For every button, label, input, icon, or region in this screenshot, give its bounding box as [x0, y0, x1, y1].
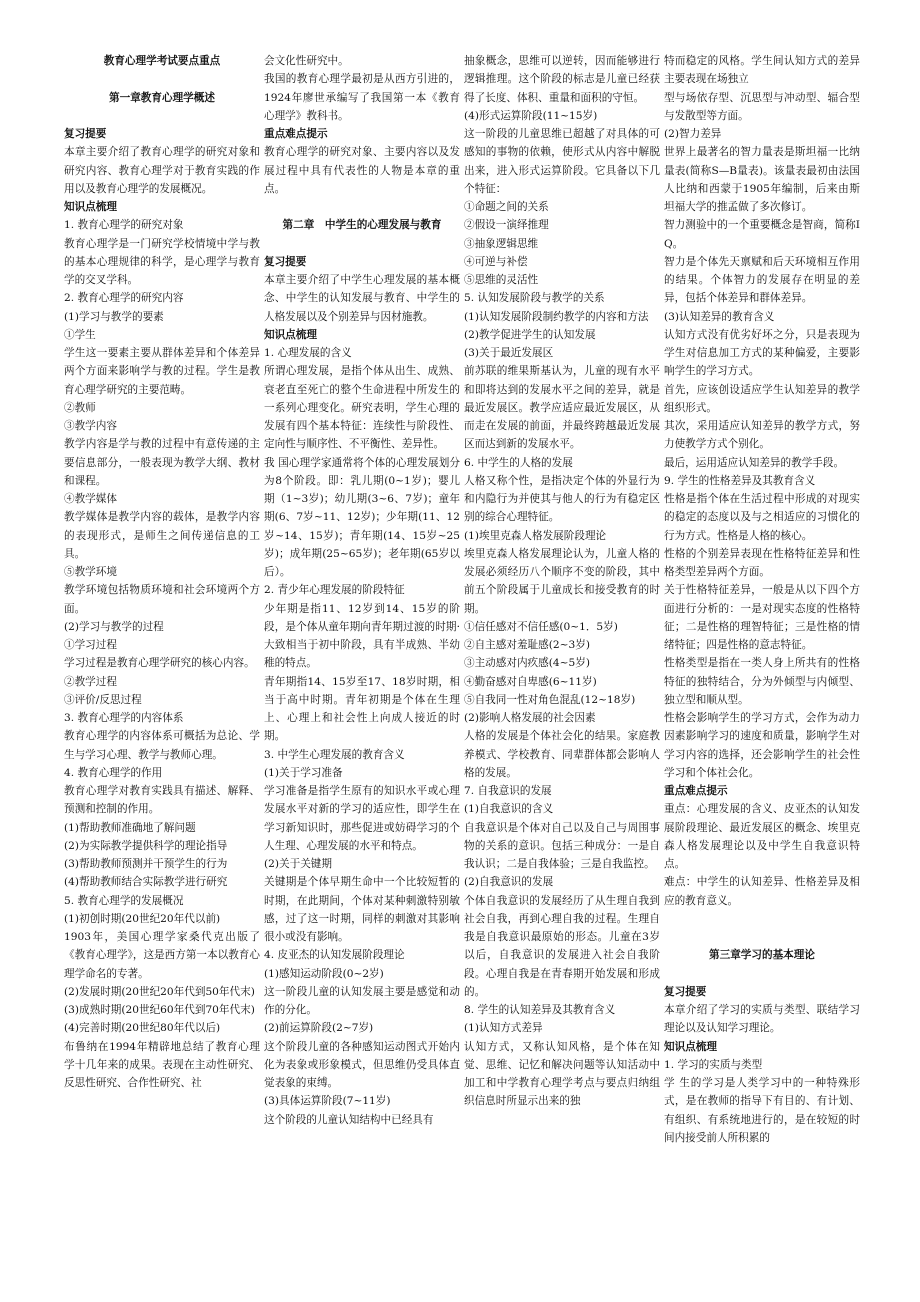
- paragraph: 9. 学生的性格差异及其教育含义: [664, 474, 816, 487]
- paragraph: 青年期指14、15岁至17、18岁时期，相当于高中时期。青年初期是个体在生理上、心理上和社会性上向成人接近的时期。: [264, 675, 460, 743]
- paragraph: 认知方式，又称认知风格，是个体在知觉、思维、记忆和解决问题等认知活动中加工和中学教育心理学考点与要点归纳组织信息时所显示出来的独: [464, 1040, 660, 1108]
- paragraph: ③主动感对内疚感(4~5岁): [464, 657, 590, 670]
- paragraph: (4)帮助教师结合实际教学进行研究: [64, 876, 228, 889]
- paragraph: 这个阶段的儿童认知结构中已经具有: [264, 1113, 434, 1126]
- paragraph: 8. 学生的认知差异及其教育含义: [464, 1004, 616, 1016]
- paragraph: (3)关于最近发展区: [464, 347, 554, 359]
- paragraph: 前苏联的维果斯基认为，儿童的现有水平和即将达到的发展水平之间的差异，就是最近发展区。教学应适应最近发展区，从而走在发展的前面，并最终跨越最近发展区而达到新的发展水平。: [464, 365, 660, 451]
- column-2: [264, 52, 464, 1292]
- paragraph: 抽象概念，思维可以逆转，因而能够进行逻辑推理。这个阶段的标志是儿童已经获得了长度、体积、重量和面积的守恒。: [464, 55, 660, 104]
- section-heading: 第三章学习的基本理论: [709, 949, 815, 962]
- paragraph: (1)埃里克森人格发展阶段理论: [464, 529, 607, 542]
- document-page: [64, 52, 864, 1292]
- column-1: [64, 52, 264, 1292]
- paragraph: (1)认知发展阶段制约教学的内容和方法: [464, 310, 649, 323]
- paragraph: 智力测验中的一个重要概念是智商，简称IQ。: [664, 219, 860, 250]
- paragraph: 7. 自我意识的发展: [464, 785, 552, 797]
- paragraph: 布鲁纳在1994年精辟地总结了教育心理学十几年来的成果。表现在主动性研究、反思性研究、合作性研究、社: [64, 1040, 260, 1089]
- paragraph: ①信任感对不信任感(0~1．5岁): [464, 620, 618, 633]
- paragraph: (1)帮助教师准确地了解问题: [64, 821, 196, 834]
- column-4: [664, 52, 864, 1292]
- paragraph: 难点：中学生的认知差异、性格差异及相应的教育意义。: [664, 876, 860, 907]
- paragraph: (3)具体运算阶段(7~11岁): [264, 1095, 391, 1108]
- paragraph: 学 生的学习是人类学习中的一种特殊形式，是在教师的指导下有目的、有计划、有组织、有系统地进行的，是在较短的时间内接受前人所积累的: [664, 1077, 860, 1144]
- blank-line: [664, 965, 860, 983]
- paragraph: 智力是个体先天禀赋和后天环境相互作用的结果。个体智力的发展存在明显的差异，包括个体差异和群体差异。: [664, 255, 860, 305]
- paragraph: 性格是指个体在生活过程中形成的对现实的稳定的态度以及与之相适应的习惯化的行为方式。性格是人格的核心。: [664, 493, 860, 542]
- paragraph: ①学习过程: [64, 639, 117, 651]
- paragraph: (2)发展时期(20世纪20年代到50年代末): [64, 985, 255, 998]
- paragraph: 5. 认知发展阶段与教学的关系: [464, 292, 605, 305]
- paragraph: (1)认知方式差异: [464, 1022, 543, 1035]
- paragraph: 最后，运用适应认知差异的教学手段。: [664, 456, 845, 469]
- paragraph: (2)影响人格发展的社会因素: [464, 712, 596, 724]
- paragraph: 我国的教育心理学最初是从西方引进的，1924年廖世承编写了我国第一本《教育心理学》教科书。: [264, 73, 460, 122]
- subsection-heading: 重点难点提示: [264, 128, 328, 140]
- paragraph: 4. 皮亚杰的认知发展阶段理论: [264, 949, 405, 962]
- paragraph: (3)帮助教师预测并干预学生的行为: [64, 858, 228, 870]
- subsection-heading: 知识点梳理: [64, 201, 117, 213]
- paragraph: (2)教学促进学生的认知发展: [464, 328, 596, 341]
- paragraph: 自我意识是个体对自己以及自己与周围事物的关系的意识。包括三种成分：一是自我认识；二是自我体验；三是自我监控。: [464, 821, 660, 870]
- blank-line: [264, 198, 460, 216]
- subsection-heading: 知识点梳理: [664, 1040, 717, 1053]
- paragraph: 教育心理学对教育实践具有描述、解释、预测和控制的作用。: [64, 785, 260, 816]
- paragraph: 教学环境包括物质环境和社会环境两个方面。: [64, 584, 260, 615]
- subsection-heading: 复习提要: [664, 985, 707, 998]
- paragraph: 少年期是指11、12岁到14、15岁的阶段，是个体从童年期向青年期过渡的时期·大致相当于初中阶段，具有半成熟、半幼稚的特点。: [264, 602, 460, 670]
- paragraph: ①命题之间的关系: [464, 201, 549, 213]
- paragraph: ③抽象逻辑思维: [464, 237, 539, 250]
- blank-line: [664, 928, 860, 946]
- paragraph: ④可逆与补偿: [464, 255, 528, 268]
- paragraph: 这一阶段儿童的认知发展主要是感觉和动作的分化。: [264, 985, 460, 1016]
- paragraph: 1. 教育心理学的研究对象: [64, 219, 184, 232]
- blank-line: [64, 70, 260, 88]
- paragraph: 个体自我意识的发展经历了从生理自我到社会自我，再到心理自我的过程。生理自我是自我意识最原始的形态。儿童在3岁以后，自我意识的发展进入社会自我阶段。心理自我是在青春期开始发展和形成的。: [464, 894, 660, 998]
- blank-line: [64, 107, 260, 125]
- paragraph: 首先，应该创设适应学生认知差异的教学组织形式。: [664, 383, 860, 414]
- paragraph: 这个阶段儿童的各种感知运动图式开始内化为表象或形象模式，但思维仍受具体直觉表象的束缚。: [264, 1040, 460, 1089]
- paragraph: 学习准备是指学生原有的知识水平或心理发展水平对新的学习的适应性，即学生在学习新知识时，那些促进或妨碍学习的个人生理、心理发展的水平和特点。: [264, 785, 460, 852]
- paragraph: ②教师: [64, 401, 96, 414]
- paragraph: 学生这一要素主要从群体差异和个体差异两个方面来影响学与教的过程。学生是教育心理学研究的主要范畴。: [64, 347, 260, 396]
- paragraph: 人格的发展是个体社会化的结果。家庭教养模式、学校教育、同辈群体都会影响人格的发展。: [464, 730, 660, 779]
- paragraph: 本章主要介绍了中学生心理发展的基本概念、中学生的认知发展与教育、中学生的人格发展以及个别差异与因材施教。: [264, 274, 460, 323]
- paragraph: 性格的个别差异表现在性格特征差异和性格类型差异两个方面。: [664, 547, 860, 578]
- paragraph: 1. 心理发展的含义: [264, 347, 352, 359]
- paragraph: 性格类型是指在一类人身上所共有的性格特征的独特结合，分为外倾型与内倾型、独立型和顺从型。: [664, 657, 860, 706]
- paragraph: (1)初创时期(20世纪20年代以前): [64, 912, 221, 925]
- paragraph: ⑤自我同一性对角色混乱(12~18岁): [464, 693, 636, 706]
- paragraph: 会文化性研究中。: [264, 55, 349, 67]
- paragraph: 其次，采用适应认知差异的教学方式，努力使教学方式个别化。: [664, 420, 860, 451]
- paragraph: (1)关于学习准备: [264, 766, 343, 779]
- blank-line: [264, 235, 460, 253]
- subsection-heading: 知识点梳理: [264, 328, 317, 341]
- section-heading: 教育心理学考试要点重点: [103, 55, 221, 67]
- paragraph: 3. 中学生心理发展的教育含义: [264, 748, 405, 761]
- section-heading: 第二章 中学生的心理发展与教育: [282, 219, 442, 232]
- paragraph: (3)认知差异的教育含义: [664, 310, 775, 323]
- paragraph: 学习过程是教育心理学研究的核心内容。: [64, 657, 255, 670]
- paragraph: ④教学媒体: [64, 493, 117, 505]
- paragraph: 关于性格特征差异，一般是从以下四个方面进行分析的：一是对现实态度的性格特征；二是性格的理智特征；三是性格的情绪特征；四是性格的意志特征。: [664, 584, 860, 651]
- paragraph: ②假设一演绎推理: [464, 219, 549, 232]
- paragraph: 1. 学习的实质与类型: [664, 1058, 763, 1071]
- paragraph: ②自主感对羞耻感(2~3岁): [464, 639, 590, 651]
- paragraph: (4)形式运算阶段(11~15岁): [464, 109, 598, 122]
- paragraph: (1)学习与教学的要素: [64, 310, 164, 323]
- paragraph: ②教学过程: [64, 675, 117, 688]
- paragraph: 3. 教育心理学的内容体系: [64, 712, 184, 724]
- paragraph: 这一阶段的儿童思维已超越了对具体的可感知的事物的依赖，使形式从内容中解脱出来，进入形式运算阶段。它具备以下几个特征：: [464, 128, 660, 195]
- paragraph: 6. 中学生的人格的发展: [464, 456, 573, 469]
- blank-line: [664, 910, 860, 928]
- paragraph: 我 国心理学家通常将个体的心理发展划分为8个阶段。即：乳儿期(0~1岁)；婴儿期（1~3岁)；幼儿期(3~6、7岁)；童年期(6、7岁~11、12岁)；少年期(11、12岁~14、15岁)；青年期(14、15岁~25岁)；成年期(25~65岁)；老年期(65岁以后）。: [264, 456, 460, 578]
- paragraph: 2. 青少年心理发展的阶段特征: [264, 584, 405, 597]
- paragraph: (3)成熟时期(20世纪60年代到70年代末): [64, 1004, 255, 1016]
- subsection-heading: 重点难点提示: [664, 785, 728, 797]
- paragraph: 教学内容是学与教的过程中有意传递的主要信息部分，一般表现为教学大纲、教材和课程。: [64, 438, 260, 487]
- paragraph: 教学媒体是教学内容的载体，是教学内容的表现形式，是师生之间传递信息的工具。: [64, 511, 260, 560]
- paragraph: ④勤奋感对自卑感(6~11岁): [464, 675, 597, 688]
- paragraph: 教育心理学是一门研究学校情境中学与教的基本心理规律的科学，是心理学与教育学的交叉学科。: [64, 237, 260, 286]
- paragraph: 人格又称个性，是指决定个体的外显行为和内隐行为并使其与他人的行为有稳定区别的综合心理特征。: [464, 474, 660, 524]
- paragraph: 埃里克森人格发展理论认为，儿童人格的发展必须经历八个顺序不变的阶段，其中前五个阶段属于儿童成长和接受教育的时期。: [464, 547, 660, 615]
- paragraph: 1903年，美国心理学家桑代克出版了《教育心理学》，这是西方第一本以教育心理学命名的专著。: [64, 931, 260, 980]
- paragraph: (4)完善时期(20世纪80年代以后): [64, 1022, 221, 1035]
- paragraph: ③教学内容: [64, 420, 117, 432]
- paragraph: 型与场依存型、沉思型与冲动型、辐合型与发散型等方面。: [664, 91, 860, 122]
- paragraph: (2)为实际教学提供科学的理论指导: [64, 839, 228, 852]
- paragraph: ①学生: [64, 328, 96, 341]
- paragraph: (2)学习与教学的过程: [64, 620, 164, 633]
- paragraph: 关键期是个体早期生命中一个比较短暂的时期，在此期间，个体对某种刺激特别敏感，过了这一时期，同样的刺激对其影响很小或没有影响。: [264, 876, 460, 943]
- paragraph: 世界上最著名的智力量表是斯坦福一比纳量表(简称S—B量表)。该量表最初由法国人比纳和西蒙于1905年编制，后来由斯坦福大学的推孟做了多次修订。: [664, 146, 860, 213]
- paragraph: 认知方式没有优劣好坏之分，只是表现为学生对信息加工方式的某种偏爱，主要影响学生的学习方式。: [664, 328, 860, 378]
- paragraph: ⑤思维的灵活性: [464, 274, 539, 286]
- paragraph: 所谓心理发展，是指个体从出生、成熟、衰老直至死亡的整个生命进程中所发生的一系列心理变化。研究表明，学生心理的发展有四个基本特征：连续性与阶段性、定向性与顺序性、不平衡性、差异性。: [264, 365, 460, 451]
- paragraph: (2)自我意识的发展: [464, 876, 554, 889]
- subsection-heading: 复习提要: [64, 128, 107, 140]
- paragraph: ③评价/反思过程: [64, 693, 142, 706]
- paragraph: 教育心理学的研究对象、主要内容以及发展过程中具有代表性的人物是本章的重点。: [264, 146, 460, 195]
- paragraph: (2)智力差异: [664, 128, 722, 140]
- paragraph: 4. 教育心理学的作用: [64, 766, 163, 779]
- paragraph: 性格会影响学生的学习方式，会作为动力因素影响学习的速度和质量，影响学生对学习内容的选择，还会影响学生的社会性学习和个体社会化。: [664, 712, 860, 779]
- paragraph: (2)前运算阶段(2~7岁): [264, 1022, 374, 1035]
- paragraph: (2)关于关键期: [264, 858, 332, 870]
- paragraph: 5. 教育心理学的发展概况: [64, 894, 184, 907]
- paragraph: 2. 教育心理学的研究内容: [64, 292, 184, 305]
- paragraph: ⑤教学环境: [64, 566, 117, 578]
- column-3: [464, 52, 664, 1292]
- paragraph: 特而稳定的风格。学生间认知方式的差异主要表现在场独立: [664, 55, 860, 86]
- paragraph: 本章介绍了学习的实质与类型、联结学习理论以及认知学习理论。: [664, 1004, 860, 1035]
- paragraph: 重点：心理发展的含义、皮亚杰的认知发展阶段理论、最近发展区的概念、埃里克森人格发展理论以及中学生自我意识特点。: [664, 803, 860, 870]
- subsection-heading: 复习提要: [264, 255, 307, 268]
- paragraph: (1)自我意识的含义: [464, 803, 554, 816]
- paragraph: 本章主要介绍了教育心理学的研究对象和研究内容、教育心理学对于教育实践的作用以及教育心理学的发展概况。: [64, 146, 260, 195]
- paragraph: (1)感知运动阶段(0~2岁): [264, 967, 384, 980]
- section-heading: 第一章教育心理学概述: [109, 91, 215, 104]
- paragraph: 教育心理学的内容体系可概括为总论、学生与学习心理、教学与教师心理。: [64, 730, 260, 761]
